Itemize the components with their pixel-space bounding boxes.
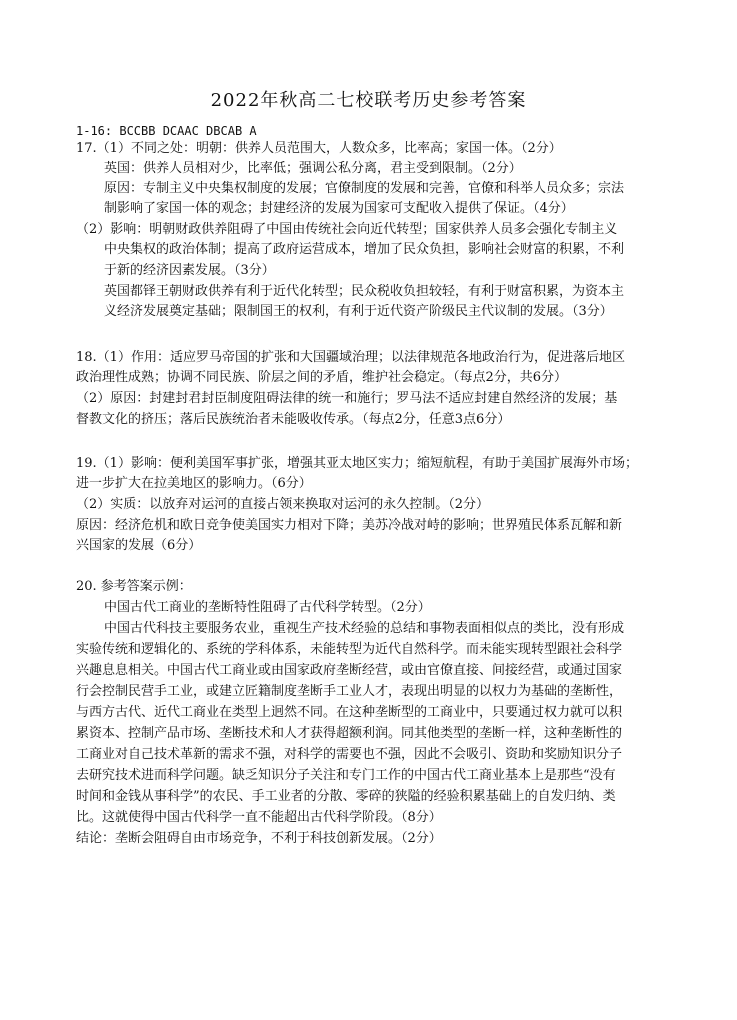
q20-line-6: 行会控制民营手工业，或建立匠籍制度垄断手工业人才，表现出明显的以权力为基础的垄断性， — [76, 684, 623, 699]
q17-line-5: （2）影响：明朝财政供养阻碍了中国由传统社会向近代转型；国家供养人员多会强化专制主义 — [76, 222, 618, 237]
q20-line-7: 与西方古代、近代工商业在类型上迥然不同。在这种垄断型的工商业中，只要通过权力就可以积 — [76, 705, 623, 720]
q18-line-4: 督教文化的挤压；落后民族统治者未能吸收传承。（每点2分，任意3点6分） — [76, 412, 511, 427]
q17-line-3: 原因：专制主义中央集权制度的发展；官僚制度的发展和完善，官僚和科举人员众多；宗法 — [104, 181, 625, 196]
q20-line-13: 结论：垄断会阻碍自由市场竞争，不利于科技创新发展。（2分） — [76, 831, 442, 846]
q17-line-2: 英国：供养人员相对少，比率低；强调公私分离，君主受到限制。（2分） — [104, 161, 522, 176]
q20-line-12: 比。这就使得中国古代科学一直不能超出古代科学阶段。（8分） — [76, 810, 442, 825]
q20-line-4: 实验传统和逻辑化的、系统的学科体系，未能转型为近代自然科学。而未能实现转型跟社会科学 — [76, 642, 623, 657]
q20-line-9: 工商业对自己技术革新的需求不强，对科学的需要也不强，因此不会吸引、资助和奖励知识分子 — [76, 747, 623, 762]
q20-line-3: 中国古代科技主要服务农业，重视生产技术经验的总结和事物表面相似点的类比，没有形成 — [104, 621, 625, 636]
q20-line-10: 去研究技术进而科学问题。缺乏知识分子关注和专门工作的中国古代工商业基本上是那些“没有 — [76, 768, 616, 783]
q20-line-11: 时间和金钱从事科学”的农民、手工业者的分散、零碎的狭隘的经验积累基础上的自发归纳、类 — [76, 789, 616, 804]
q17-line-9: 义经济发展奠定基础；限制国王的权利，有利于近代资产阶级民主代议制的发展。（3分） — [104, 304, 613, 319]
q20-line-8: 累资本、控制产品市场、垄断技术和人才获得超额利润。同其他类型的垄断一样，这种垄断性的 — [76, 726, 623, 741]
q17-line-1: 17.（1）不同之处：明朝：供养人员范围大，人数众多，比率高；家国一体。（2分） — [76, 141, 562, 156]
q20-line-2: 中国古代工商业的垄断特性阻碍了古代科学转型。（2分） — [104, 600, 431, 615]
q18-line-2: 政治理性成熟；协调不同民族、阶层之间的矛盾，维护社会稳定。（每点2分，共6分） — [76, 370, 568, 385]
q19-line-3: （2）实质：以放弃对运河的直接占领来换取对运河的永久控制。（2分） — [76, 497, 490, 512]
q20-line-1: 20. 参考答案示例： — [76, 579, 192, 594]
q17-line-6: 中央集权的政治体制；提高了政府运营成本，增加了民众负担，影响社会财富的积累，不利 — [104, 242, 625, 257]
q19-line-2: 进一步扩大在拉美地区的影响力。（6分） — [76, 476, 312, 491]
q18-line-1: 18.（1）作用：适应罗马帝国的扩张和大国疆域治理；以法律规范各地政治行为，促进落后地区 — [76, 350, 625, 365]
q19-line-1: 19.（1）影响：便利美国军事扩张，增强其亚太地区实力；缩短航程，有助于美国扩展海外市场； — [76, 456, 638, 471]
q17-line-8: 英国都铎王朝财政供养有利于近代化转型；民众税收负担较轻，有利于财富积累，为资本主 — [104, 284, 625, 299]
q17-line-7: 于新的经济因素发展。（3分） — [104, 263, 275, 278]
q17-line-4: 制影响了家国一体的观念；封建经济的发展为国家可支配收入提供了保证。（4分） — [104, 201, 574, 216]
multiple-choice-answers: 1-16: BCCBB DCAAC DBCAB A — [76, 124, 257, 138]
q18-line-3: （2）原因：封建封君封臣制度阻碍法律的统一和施行；罗马法不适应封建自然经济的发展；基 — [76, 391, 618, 406]
q19-line-5: 兴国家的发展（6分） — [76, 538, 202, 553]
q19-line-4: 原因：经济危机和欧日竞争使美国实力相对下降；美苏冷战对峙的影响；世界殖民体系瓦解和新 — [76, 518, 623, 533]
q20-line-5: 兴趣息息相关。中国古代工商业或由国家政府垄断经营，或由官僚直接、间接经营，或通过国家 — [76, 663, 623, 678]
page-title: 2022年秋高二七校联考历史参考答案 — [210, 90, 527, 111]
